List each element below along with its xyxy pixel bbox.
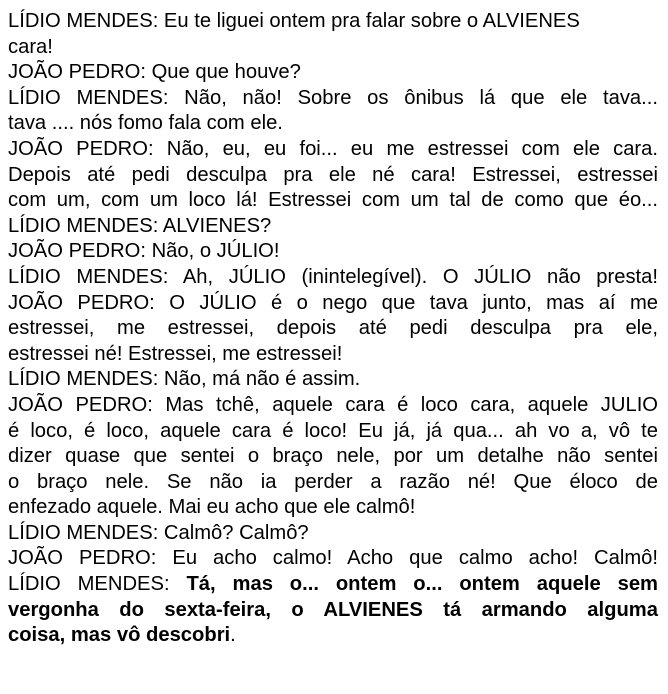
transcript-line: estressei, me estressei, depois até pedi desculpa pra ele, <box>8 317 658 340</box>
speaker-label: LÍDIO MENDES: <box>8 573 187 596</box>
transcript-line-final-1 <box>8 572 658 598</box>
transcript-line: JOÃO PEDRO: Mas tchê, aquele cara é loco cara, aquele JULIO <box>8 393 658 416</box>
transcript-document <box>8 9 658 649</box>
transcript-line: JOÃO PEDRO: Eu acho calmo! Acho que calmo acho! Calmô! <box>8 547 658 570</box>
transcript-line: cara! <box>8 35 53 58</box>
transcript-line: Depois até pedi desculpa pra ele né cara! Estressei, estressei <box>8 163 658 186</box>
period: . <box>230 624 236 647</box>
transcript-line: JOÃO PEDRO: Não, eu, eu foi... eu me estressei com ele cara. <box>8 137 658 160</box>
transcript-line: é loco, é loco, aquele cara é loco! Eu já, já qua... ah vo a, vô te <box>8 419 658 442</box>
transcript-line-final-3 <box>8 623 658 649</box>
transcript-line: o braço nele. Se não ia perder a razão né! Que éloco de <box>8 470 658 493</box>
bold-text: Tá, mas o... ontem o... ontem aquele sem <box>186 573 658 596</box>
transcript-line-final-2: vergonha do sexta-feira, o ALVIENES tá armando alguma <box>8 598 658 621</box>
transcript-line: JOÃO PEDRO: Não, o JÚLIO! <box>8 240 280 263</box>
transcript-line: enfezado aquele. Mai eu acho que ele calmô! <box>8 496 416 519</box>
transcript-line: LÍDIO MENDES: Não, não! Sobre os ônibus lá que ele tava... <box>8 86 658 109</box>
transcript-line: estressei né! Estressei, me estressei! <box>8 342 343 365</box>
bold-text: coisa, mas vô descobri <box>8 624 231 647</box>
transcript-line: dizer quase que sentei o braço nele, por um detalhe não sentei <box>8 445 658 468</box>
transcript-line: LÍDIO MENDES: Calmô? Calmô? <box>8 521 309 544</box>
transcript-line: JOÃO PEDRO: Que que houve? <box>8 61 301 84</box>
transcript-line: tava .... nós fomo fala com ele. <box>8 112 283 135</box>
transcript-line: JOÃO PEDRO: O JÚLIO é o nego que tava junto, mas aí me <box>8 291 658 314</box>
transcript-line: com um, com um loco lá! Estressei com um tal de como que éo... <box>8 189 658 212</box>
transcript-line: LÍDIO MENDES: Eu te liguei ontem pra falar sobre o ALVIENES <box>8 10 580 32</box>
transcript-line: LÍDIO MENDES: Ah, JÚLIO (inintelegível). O JÚLIO não presta! <box>8 265 658 288</box>
transcript-line: LÍDIO MENDES: Não, má não é assim. <box>8 368 361 391</box>
transcript-line: LÍDIO MENDES: ALVIENES? <box>8 214 272 237</box>
